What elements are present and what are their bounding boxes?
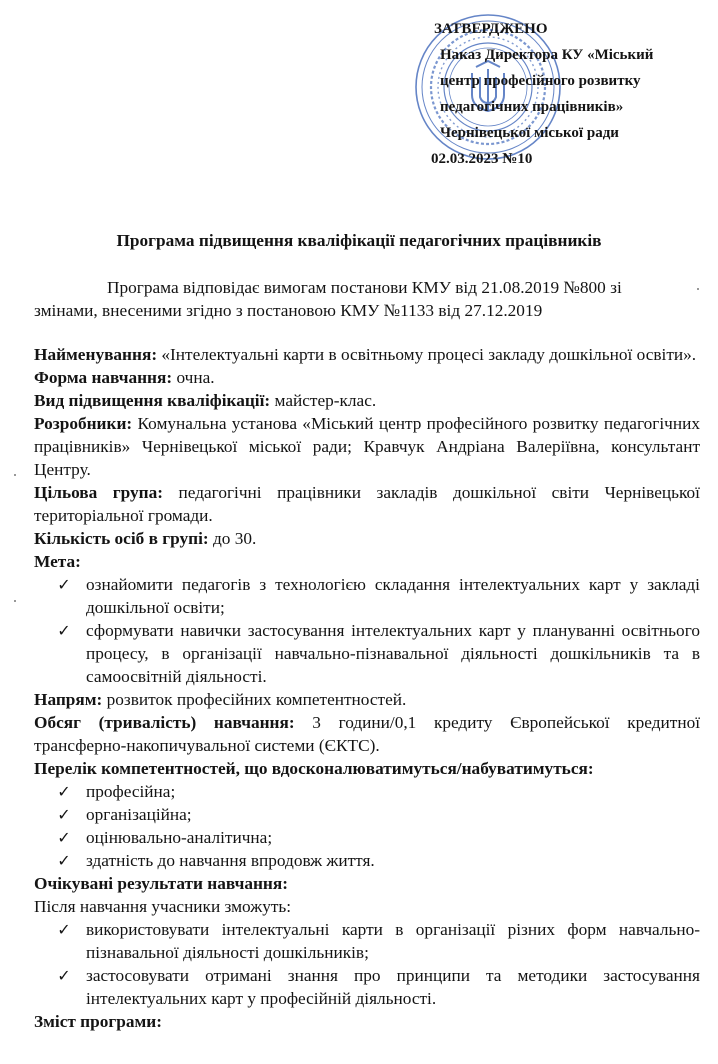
checkmark-icon: ✓ [57,966,71,985]
document-title: Програма підвищення кваліфікації педагогічних працівників [116,231,602,250]
field-developers [34,412,700,481]
list-item [34,619,700,688]
goal-item-2: сформувати навички застосування інтелектуальних карт у плануванні освітнього процесу, в організації навчально-пізнавальної діяльності дошкільників та в самоосвітній діяльності. [86,621,700,686]
competence-item-2: організаційна; [86,805,192,824]
checkmark-icon: ✓ [57,575,71,594]
field-type-label: Вид підвищення кваліфікації: [34,391,271,410]
checkmark-icon: ✓ [57,805,71,824]
scan-speck [697,288,699,290]
program-details [34,343,700,1033]
field-name-label: Найменування: [34,345,158,364]
scan-speck [14,474,16,476]
result-item-1: використовувати інтелектуальні карти в організації різних форм навчально-пізнавальної діяльності дошкільників; [86,920,700,962]
intro-line-2: змінами, внесеними згідно з постановою КМУ №1133 від 27.12.2019 [34,301,543,320]
approval-center-line: центр професійного розвитку [440,73,641,89]
competences-list [34,780,700,872]
field-goal-label: Мета: [34,552,81,571]
list-item [34,780,700,803]
field-target-value: педагогічні працівники закладів дошкільної світи Чернівецької територіальної громади. [34,483,700,525]
checkmark-icon: ✓ [57,828,71,847]
field-type-value: майстер-клас. [274,391,377,410]
competence-item-1: професійна; [86,782,176,801]
field-volume-value: 3 години/0,1 кредиту Європейської кредитної трансферно-накопичувальної системи (ЄКТС). [34,713,701,755]
scan-speck [14,600,16,602]
results-list [34,918,700,1010]
checkmark-icon: ✓ [57,851,71,870]
list-item [34,573,700,619]
field-developers-label: Розробники: [34,414,133,433]
field-volume [34,711,700,757]
field-form [34,366,700,389]
goal-item-1: ознайомити педагогів з технологією складання інтелектуальних карт у закладі дошкільної освіти; [86,575,700,617]
field-group-size [34,527,700,550]
checkmark-icon: ✓ [57,782,71,801]
list-item [34,849,700,872]
field-results-label: Очікувані результати навчання: [34,874,288,893]
field-direction-value: розвиток професійних компетентностей. [106,690,407,709]
list-item [34,964,700,1010]
checkmark-icon: ✓ [57,621,71,640]
approval-council-line: Чернівецької міської ради [440,125,619,141]
competence-item-4: здатність до навчання впродовж життя. [86,851,375,870]
list-item [34,803,700,826]
field-form-label: Форма навчання: [34,368,173,387]
result-item-2: застосовувати отримані знання про принципи та методики застосування інтелектуальних карт у професійній діяльності. [86,966,700,1008]
field-group-size-label: Кількість осіб в групі: [34,529,209,548]
field-form-value: очна. [176,368,215,387]
approval-order-line: Наказ Директора КУ «Міський [440,47,654,63]
field-developers-value: Комунальна установа «Міський центр професійного розвитку педагогічних працівників» Чернівецької міської ради; Кравчук Андріана Валеріївна, консультант Центру. [34,414,700,479]
approval-title: ЗАТВЕРДЖЕНО [434,21,548,37]
field-group-size-value: до 30. [212,529,257,548]
intro-paragraph [34,276,700,322]
approval-workers-line: педагогічних працівників» [440,99,624,115]
field-type [34,389,700,412]
approval-date: 02.03.2023 №10 [431,151,533,167]
goal-list [34,573,700,688]
field-direction [34,688,700,711]
field-name-value: «Інтелектуальні карти в освітньому процесі закладу дошкільної освіти». [161,345,697,364]
field-competences-label: Перелік компетентностей, що вдосконалюватимуться/набуватимуться: [34,759,594,778]
checkmark-icon: ✓ [57,920,71,939]
field-target-group [34,481,700,527]
list-item [34,826,700,849]
competence-item-3: оцінювально-аналітична; [86,828,273,847]
field-content-label: Зміст програми: [34,1012,162,1031]
field-name [34,343,700,366]
list-item [34,918,700,964]
field-direction-label: Напрям: [34,690,103,709]
intro-line-1: Програма відповідає вимогам постанови КМУ від 21.08.2019 №800 зі [107,278,622,297]
approval-block [404,16,704,172]
field-target-label: Цільова група: [34,483,163,502]
field-results-intro: Після навчання учасники зможуть: [34,897,292,916]
field-volume-label: Обсяг (тривалість) навчання: [34,713,295,732]
